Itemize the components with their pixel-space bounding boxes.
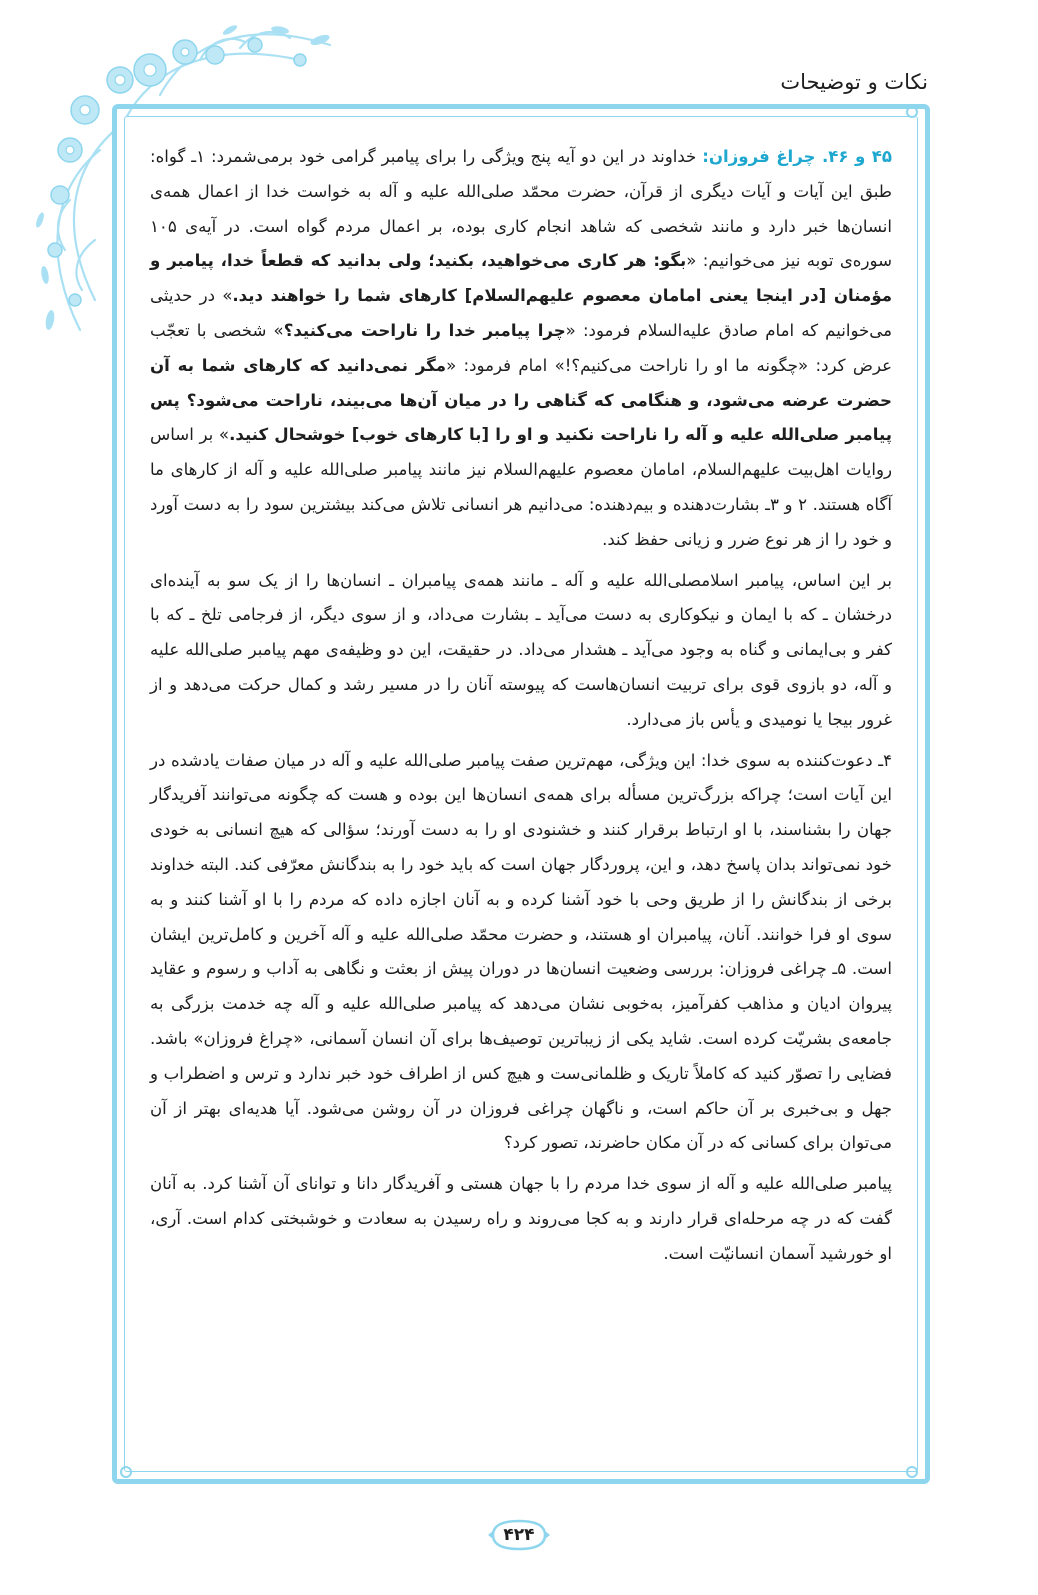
- blessing-prophet: صلی‌الله علیه و آله: [331, 750, 462, 770]
- blessing-imams: علیهم‌السلام: [697, 460, 781, 480]
- blessing-prophet: صلی‌الله علیه و آله: [564, 570, 702, 590]
- blessing-prophet: صلی‌الله علیه و آله: [244, 460, 378, 480]
- blessing-imams: علیهم‌السلام: [493, 460, 577, 480]
- blessing-prophet: صلی‌الله علیه و آله: [150, 640, 892, 694]
- blessing-prophet: صلی‌الله علیه و آله: [378, 181, 515, 201]
- frame-corner-icon: [905, 105, 919, 119]
- blessing-imam: علیه‌السلام: [637, 320, 712, 340]
- blessing-prophet: صلی‌الله علیه و آله: [685, 425, 840, 445]
- section-title: نکات و توضیحات: [780, 70, 928, 94]
- blessing-imams: علیهم‌السلام: [472, 286, 575, 306]
- blessing-prophet: صلی‌الله علیه و آله: [300, 994, 437, 1014]
- blessing-prophet: صلی‌الله علیه و آله: [716, 1174, 849, 1194]
- frame-corner-icon: [119, 1465, 133, 1479]
- verse-heading: ۴۵ و ۴۶. چراغ فروزان:: [702, 147, 892, 166]
- paragraph-4: پیامبر صلی‌الله علیه و آله از سوی خدا مردم را با جهان هستی و آفریدگار دانا و توانای آن آشنا کرد. به آنان گفت که در چه مرحله‌ای قرار دارند و به کجا می‌روند و راه رسیدن به سعادت و خوشبختی کدام است. آری، او خورشید آسمان انسانیّت است.: [150, 1174, 893, 1263]
- page-number-text: ۴۲۴: [503, 1525, 535, 1545]
- main-text: [150, 140, 892, 1278]
- blessing-prophet: صلی‌الله علیه و آله: [331, 924, 464, 944]
- paragraph-1: ۴۵ و ۴۶. چراغ فروزان: خداوند در این دو آیه پنج ویژگی را برای پیامبر گرامی خود برمی‌شمرد: ۱ـ گواه: طبق این آیات و آیات دیگری از قرآن، حضرت محمّد صلی‌الله علیه و آله به خواست خدا از اعمال همه‌ی انسان‌ها خبر دارد و مانند شخصی که شاهد انجام کاری بوده، بر اعمال مردم گواه است. در آیه‌ی ۱۰۵ سوره‌ی توبه نیز می‌خوانیم: «بگو: هر کاری می‌خواهید، بکنید؛ ولی بدانید که قطعاً خدا، پیامبر و مؤمنان [در اینجا یعنی امامان معصوم علیهم‌السلام] کارهای شما را خواهند دید.» در حدیثی می‌خوانیم که امام صادق علیه‌السلام فرمود: «چرا پیامبر خدا را ناراحت می‌کنید؟» شخصی با تعجّب عرض کرد: «چگونه ما او را ناراحت می‌کنیم؟!» امام فرمود: «مگر نمی‌دانید که کارهای شما به آن حضرت عرضه می‌شود، و هنگامی که گناهی را در میان آن‌ها می‌بیند، ناراحت می‌شود؟ پس پیامبر صلی‌الله علیه و آله را ناراحت نکنید و او را [با کارهای خوب] خوشحال کنید.» بر اساس روایات اهل‌بیت علیهم‌السلام، امامان معصوم علیهم‌السلام نیز مانند پیامبر صلی‌الله علیه و آله از کارهای ما آگاه هستند. ۲ و ۳ـ بشارت‌دهنده و بیم‌دهنده: می‌دانیم هر انسانی تلاش می‌کند بیشترین سود را به دست آورد و خود را از هر نوع ضرر و زیانی حفظ کند.: [150, 147, 893, 549]
- paragraph-3: ۴ـ دعوت‌کننده به سوی خدا: این ویژگی، مهم‌ترین صفت پیامبر صلی‌الله علیه و آله در میان صفات یادشده در این آیات است؛ چراکه بزرگ‌ترین مسأله برای همه‌ی انسان‌ها این بوده و هست که چگونه می‌توانند آفریدگار جهان را بشناسند، با او ارتباط برقرار کنند و خشنودی او را به دست آورند؛ سؤالی که هیچ انسانی به خودی خود نمی‌تواند بدان پاسخ دهد، و این، پروردگار جهان است که باید خود را به بندگانش معرّفی کند. البته خداوند برخی از بندگانش را از طریق وحی با خود آشنا کرده و به آنان اجازه داده که مردم را با او آشنا کنند و به سوی او فرا خوانند. آنان، پیامبران او هستند، و حضرت محمّد صلی‌الله علیه و آله آخرین و کامل‌ترین ایشان است. ۵ـ چراغی فروزان: بررسی وضعیت انسان‌ها در دوران پیش از بعثت و نگاهی به آداب و رسوم و عقاید پیروان ادیان و مذاهب کفرآمیز، به‌خوبی نشان می‌دهد که پیامبر صلی‌الله علیه و آله چه خدمت بزرگی به جامعه‌ی بشریّت کرده است. شاید یکی از زیباترین توصیف‌ها برای آن انسان آسمانی، «چراغ فروزان» باشد. فضایی را تصوّر کنید که کاملاً تاریک و ظلمانی‌ست و هیچ کس از اطراف خود خبر ندارد و ترس و اضطراب و جهل و بی‌خبری بر آن حاکم است، و ناگهان چراغی فروزان در آن روشن می‌شود. آیا هدیه‌ای بهتر از آن می‌توان برای کسانی که در آن مکان حاضرند، تصور کرد؟: [150, 750, 892, 1153]
- page-number: [487, 1518, 551, 1552]
- paragraph-2: بر این اساس، پیامبر اسلامصلی‌الله علیه و آله ـ مانند همه‌ی پیامبران ـ انسان‌ها را از یک سو به آینده‌ای درخشان ـ که با ایمان و نیکوکاری به دست می‌آید ـ بشارت می‌داد، و از سوی دیگر، از فرجامی تلخ ـ که با کفر و بی‌ایمانی و گناه به وجود می‌آید ـ هشدار می‌داد. در حقیقت، این دو وظیفه‌ی مهم پیامبر صلی‌الله علیه و آله، دو بازوی قوی برای تربیت انسان‌هاست که پیوسته آنان را در مسیر رشد و کمال حرکت می‌دهد و از غرور بیجا یا نومیدی و یأس باز می‌دارد.: [150, 570, 893, 729]
- frame-corner-icon: [905, 1465, 919, 1479]
